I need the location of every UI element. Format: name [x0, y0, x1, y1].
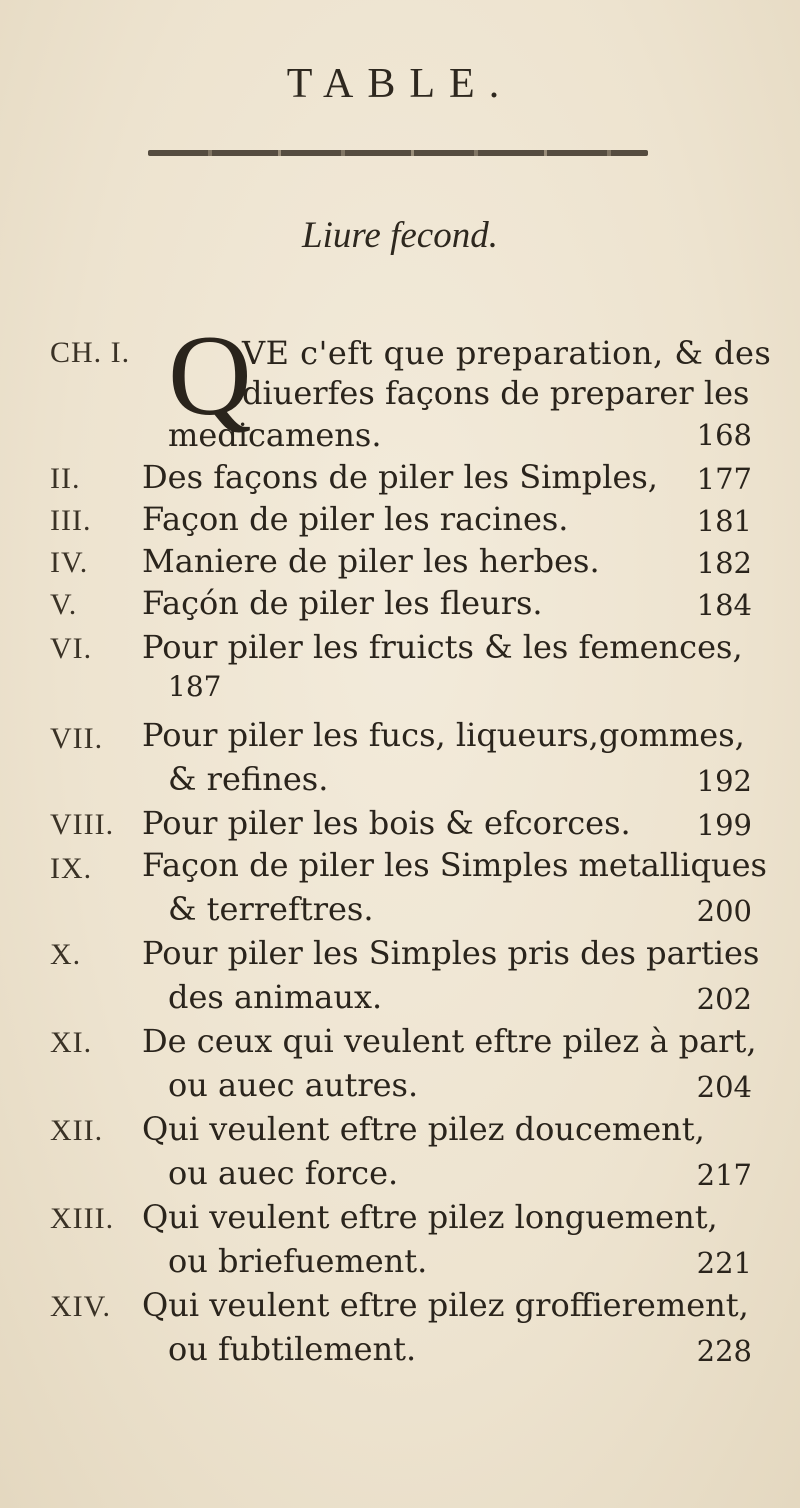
- page-number: 202: [696, 982, 752, 1016]
- entry-text-line: Pour piler les fruicts & les femences,: [142, 628, 743, 666]
- entry-text-line: De ceux qui veulent eftre pilez à part,: [142, 1022, 757, 1060]
- entry-text-line: Pour piler les bois & efcorces.: [142, 804, 631, 842]
- entry-text-line: Pour piler les Simples pris des parties: [142, 934, 760, 972]
- chapter-number: VII.: [50, 722, 104, 755]
- page-number: 184: [696, 588, 752, 622]
- entry-text-line: Façon de piler les Simples metalliques: [142, 846, 767, 884]
- entry-text-line: des animaux.: [168, 978, 383, 1016]
- page-number: 177: [696, 462, 752, 496]
- chapter-number: XIV.: [50, 1290, 111, 1323]
- chapter-number: XIII.: [50, 1202, 115, 1235]
- entry-text-line: Qui veulent eftre pilez longuement,: [142, 1198, 718, 1236]
- entry-text-line: Des façons de piler les Simples,: [142, 458, 658, 496]
- page-number: 168: [696, 418, 752, 452]
- entry-text-line: & terreftres.: [168, 890, 374, 928]
- chapter-number: VIII.: [50, 808, 115, 841]
- entry-text-line: & refines.: [168, 760, 329, 798]
- entry-text-line: ou fubtilement.: [168, 1330, 417, 1368]
- chapter-number: X.: [50, 938, 82, 971]
- entry-text-line: ou briefuement.: [168, 1242, 428, 1280]
- page-number: 204: [696, 1070, 752, 1104]
- entry-text-line: Qui veulent eftre pilez doucement,: [142, 1110, 705, 1148]
- chapter-number: II.: [50, 462, 81, 495]
- chapter-number: V.: [50, 588, 78, 621]
- page-number: 221: [696, 1246, 752, 1280]
- entry-text-line: Pour piler les fucs, liqueurs,gommes,: [142, 716, 745, 754]
- page-number: 192: [696, 764, 752, 798]
- page-number: 217: [696, 1158, 752, 1192]
- chapter-number: XII.: [50, 1114, 104, 1147]
- chapter-number: IV.: [50, 546, 89, 579]
- chapter-number: CH. I.: [50, 336, 131, 369]
- entry-text-line: diuerfes façons de preparer les: [242, 374, 750, 412]
- book-heading: Liure fecond.: [302, 215, 498, 256]
- entry-text-line: Maniere de piler les herbes.: [142, 542, 600, 580]
- page-number: 228: [696, 1334, 752, 1368]
- page-number: 181: [696, 504, 752, 538]
- chapter-number: III.: [50, 504, 92, 537]
- page-number: 187: [168, 670, 222, 703]
- chapter-number: IX.: [50, 852, 93, 885]
- drop-cap: Q: [168, 312, 252, 440]
- page-number: 199: [696, 808, 752, 842]
- page-number: 182: [696, 546, 752, 580]
- entry-text-line: ou auec force.: [168, 1154, 399, 1192]
- entry-text-line: Façón de piler les fleurs.: [142, 584, 543, 622]
- chapter-number: VI.: [50, 632, 93, 665]
- chapter-number: XI.: [50, 1026, 93, 1059]
- page-number: 200: [696, 894, 752, 928]
- entry-text-line: VE c'eft que preparation, & des: [242, 334, 772, 372]
- entry-text-line: medicamens.: [168, 416, 382, 454]
- entry-text-line: Qui veulent eftre pilez groffierement,: [142, 1286, 749, 1324]
- ornamental-rule: [148, 150, 648, 156]
- entry-text-line: ou auec autres.: [168, 1066, 419, 1104]
- running-title: TABLE.: [286, 61, 514, 107]
- entry-text-line: Façon de piler les racines.: [142, 500, 569, 538]
